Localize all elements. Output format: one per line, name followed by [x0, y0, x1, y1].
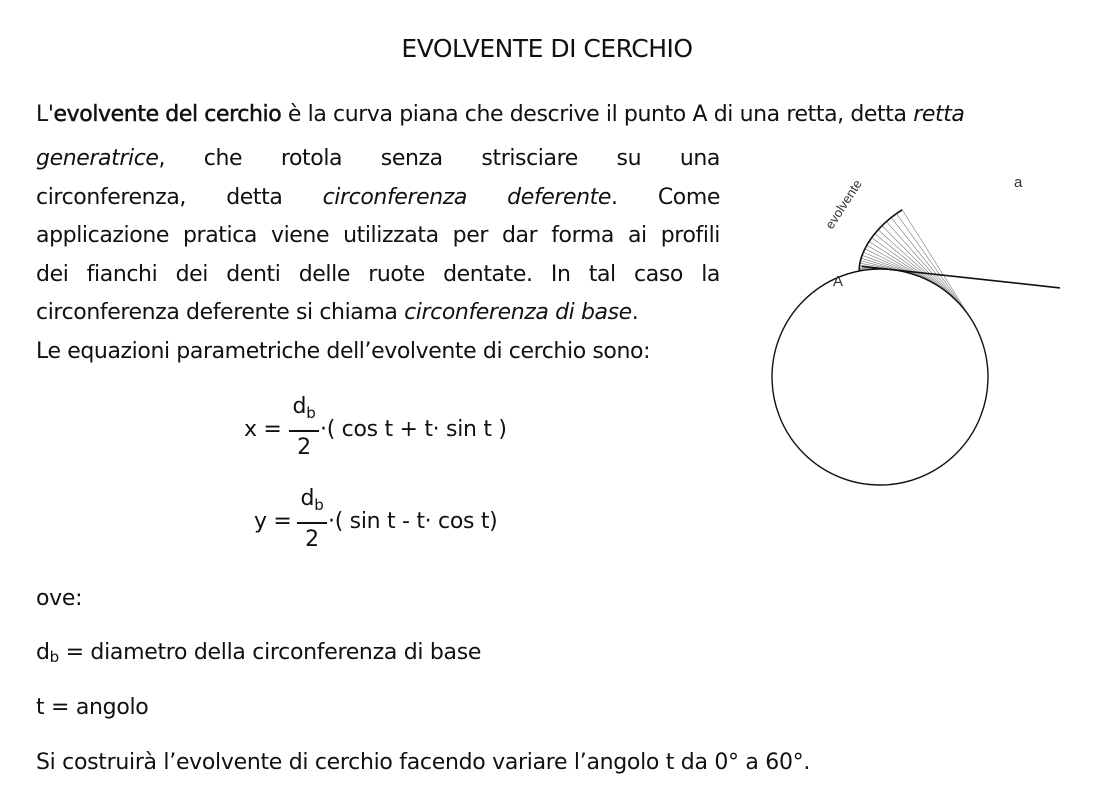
page-title: EVOLVENTE DI CERCHIO	[401, 34, 693, 63]
tangent-line	[891, 218, 964, 310]
label-evolvente: evolvente	[821, 176, 865, 232]
intro-line	[36, 294, 720, 333]
involute-figure	[760, 160, 1060, 490]
definition-db	[36, 640, 481, 666]
equation-y-numerator	[297, 486, 327, 514]
equation-x-num-sub: b	[306, 404, 316, 422]
intro-text: L'	[36, 102, 54, 127]
equation-y	[254, 487, 554, 557]
equation-y-num-sub: b	[314, 496, 324, 514]
equation-y-fraction	[297, 487, 327, 557]
intro-line	[36, 179, 720, 218]
equation-y-rhs: ·( sin t - t· cos t)	[328, 509, 498, 534]
term-circonferenza-deferente: circonferenza deferente	[322, 184, 612, 210]
equation-x-num-d: d	[292, 394, 307, 419]
definition-t: t = angolo	[36, 695, 149, 720]
intro-text: è la curva piana che descrive il punto A di una retta, detta	[281, 102, 914, 127]
intro-text: circonferenza, detta	[36, 184, 323, 210]
intro-text: , che rotola senza strisciare su una	[158, 146, 720, 171]
equation-x	[244, 395, 544, 465]
intro-first-line	[36, 102, 965, 127]
equation-x-fraction	[289, 395, 319, 465]
intro-paragraph	[36, 140, 720, 371]
label-a: a	[1014, 174, 1023, 191]
intro-line: Le equazioni parametriche dell’evolvente di cerchio sono:	[36, 338, 651, 364]
equation-y-lhs: y =	[254, 509, 292, 534]
equation-x-lhs: x =	[244, 417, 282, 442]
intro-line: applicazione pratica viene utilizzata per dar forma ai profili	[36, 223, 720, 248]
tangent-line	[896, 214, 968, 315]
tangent-lines	[859, 210, 971, 320]
base-circle	[772, 269, 988, 485]
generating-line-a	[862, 266, 1060, 290]
intro-text: circonferenza deferente si chiama	[36, 300, 405, 325]
term-evolvente-del-cerchio: evolvente del cerchio	[53, 102, 282, 127]
tangent-line	[886, 222, 960, 306]
closing-sentence: Si costruirà l’evolvente di cerchio facendo variare l’angolo t da 0° a 60°.	[36, 750, 811, 775]
definition-db-symbol: d	[36, 640, 50, 665]
intro-line: dei fianchi dei denti delle ruote dentate. In tal caso la	[36, 261, 720, 287]
equation-y-num-d: d	[300, 486, 315, 511]
equation-x-denominator: 2	[297, 435, 311, 460]
term-retta: retta	[913, 102, 965, 127]
label-A: A	[833, 273, 844, 290]
equation-y-fraction-bar	[297, 522, 327, 524]
equation-y-denominator: 2	[305, 527, 319, 552]
equation-x-numerator	[289, 394, 319, 422]
intro-text: . Come	[611, 184, 721, 210]
equation-x-fraction-bar	[289, 430, 319, 432]
intro-text: .	[631, 300, 639, 325]
definition-db-sub: b	[49, 648, 59, 666]
term-generatrice: generatrice	[36, 146, 159, 171]
term-circonferenza-di-base: circonferenza di base	[404, 300, 632, 325]
equation-x-rhs: ·( cos t + t· sin t )	[320, 417, 507, 442]
definition-db-text: = diametro della circonferenza di base	[58, 640, 482, 665]
intro-line	[36, 140, 720, 179]
where-label: ove:	[36, 586, 83, 611]
